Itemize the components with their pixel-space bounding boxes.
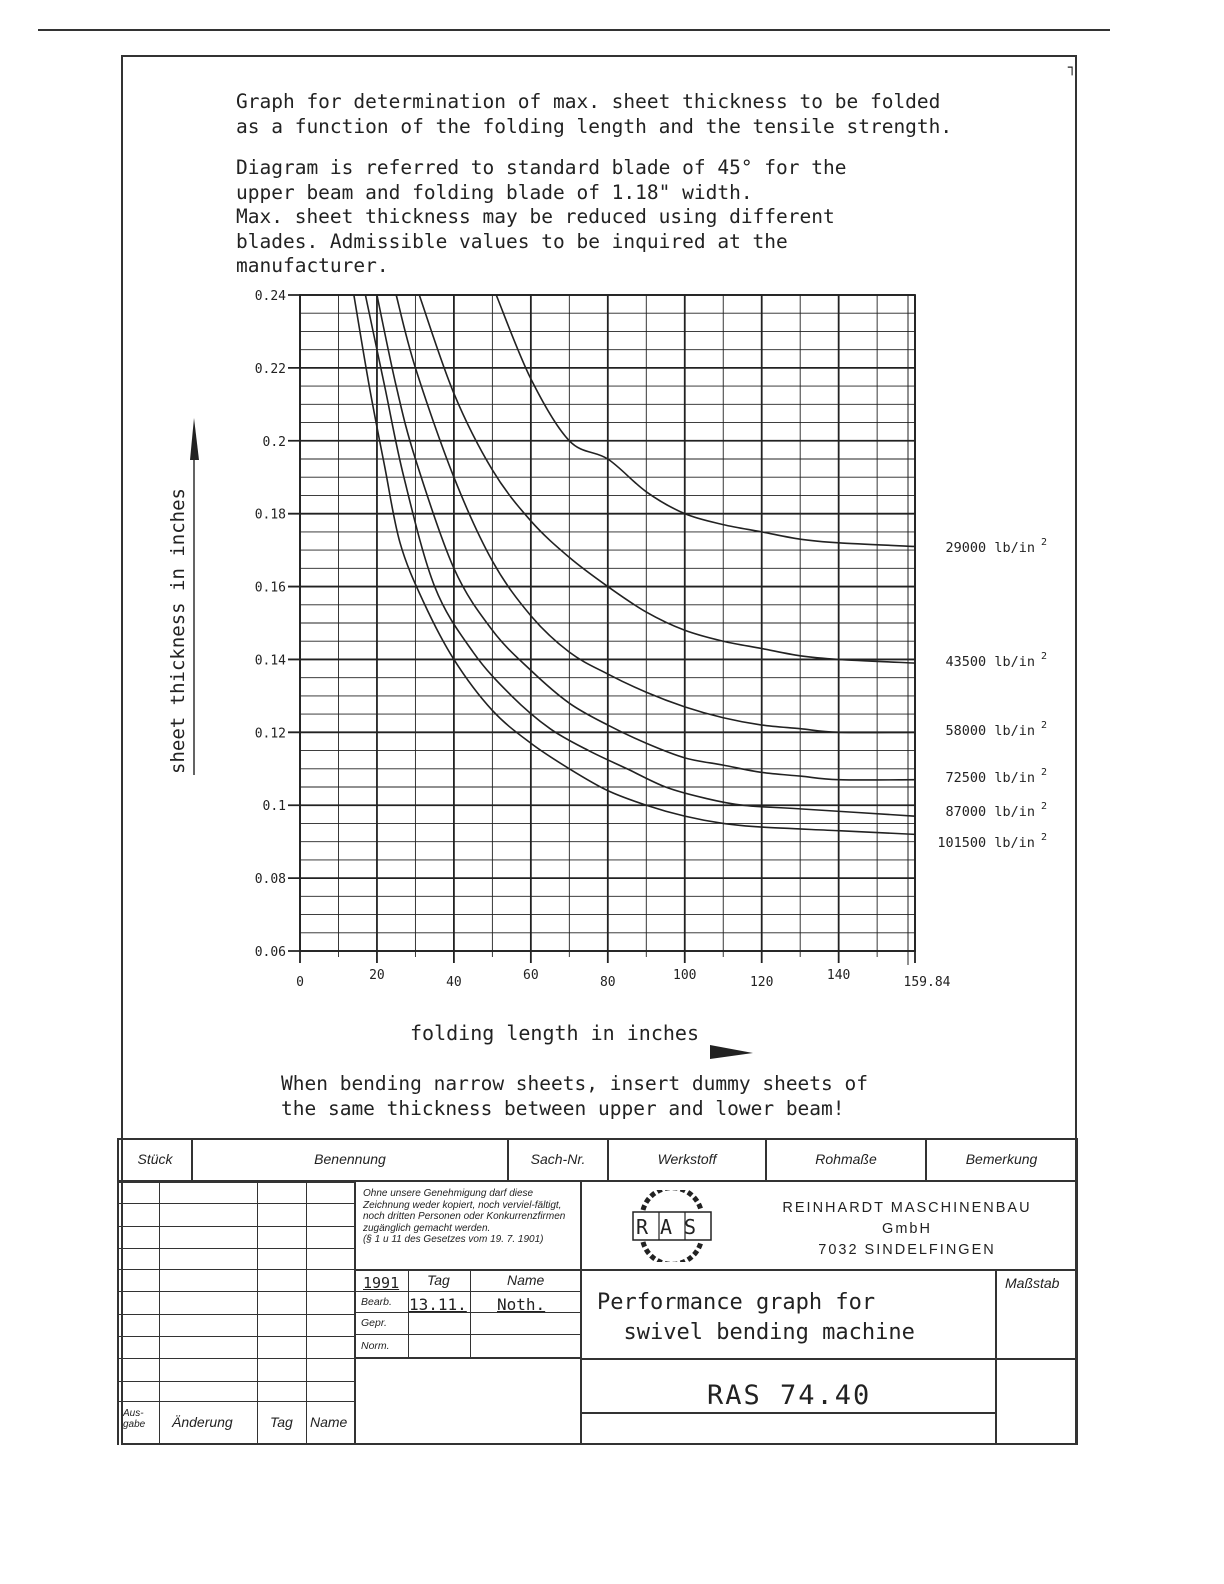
x-axis-arrow-icon bbox=[410, 1039, 760, 1059]
y-tick-label: 0.12 bbox=[254, 726, 286, 742]
intro-heading: Graph for determination of max. sheet thickness to be folded as a function of the folding length and the tensile strength. bbox=[236, 90, 953, 138]
y-tick-label: 0.22 bbox=[254, 361, 286, 377]
x-tick-label: 40 bbox=[446, 975, 462, 990]
company-city: 7032 SINDELFINGEN bbox=[818, 1242, 996, 1258]
bearb-name: Noth. bbox=[497, 1295, 546, 1314]
series-label-0: 29000 lb/in $^2$ bbox=[945, 537, 1047, 556]
y-tick-label: 0.08 bbox=[254, 872, 286, 888]
title-block bbox=[117, 1138, 1078, 1445]
table-rule bbox=[117, 1291, 354, 1292]
row-label-gepr: Gepr. bbox=[361, 1317, 387, 1329]
x-tick-label: 120 bbox=[749, 975, 774, 990]
table-rule bbox=[117, 1226, 354, 1227]
table-rule bbox=[257, 1182, 258, 1445]
header-stueck: Stück bbox=[137, 1151, 173, 1167]
rev-label-aenderung: Änderung bbox=[172, 1414, 233, 1430]
y-axis-arrow-icon bbox=[190, 418, 199, 460]
table-rule bbox=[117, 1358, 354, 1359]
chart-series-labels bbox=[937, 537, 1047, 851]
rev-label-name: Name bbox=[310, 1414, 348, 1430]
x-tick-label: 60 bbox=[523, 968, 539, 983]
x-axis-label: folding length in inches bbox=[410, 1021, 699, 1045]
y-tick-label: 0.18 bbox=[254, 507, 286, 523]
y-tick-label: 0.1 bbox=[262, 799, 286, 815]
table-rule bbox=[159, 1182, 160, 1445]
header-rohmasse: Rohmaße bbox=[815, 1151, 877, 1167]
bearb-date: 13.11. bbox=[409, 1295, 467, 1314]
rev-label-ausgabe: Aus- gabe bbox=[123, 1408, 146, 1430]
chart-series bbox=[354, 295, 915, 834]
table-rule bbox=[117, 1336, 354, 1337]
drawing-title: Performance graph for swivel bending machine bbox=[597, 1290, 915, 1345]
y-tick-label: 0.16 bbox=[254, 580, 286, 596]
header-werkstoff: Werkstoff bbox=[657, 1151, 717, 1167]
performance-chart bbox=[150, 280, 1060, 1000]
x-tick-label: 80 bbox=[599, 975, 616, 990]
y-tick-label: 0.14 bbox=[254, 653, 286, 669]
row-label-norm: Norm. bbox=[361, 1340, 390, 1352]
table-rule bbox=[117, 1381, 354, 1382]
ras-logo-icon bbox=[629, 1190, 715, 1262]
table-rule bbox=[117, 1203, 354, 1204]
y-tick-label: 0.06 bbox=[254, 945, 286, 960]
massstab-label: Maßstab bbox=[1005, 1275, 1060, 1291]
company-block bbox=[737, 1198, 1077, 1261]
page-top-rule bbox=[38, 29, 1110, 31]
series-label-5: 101500 lb/in $^2$ bbox=[937, 832, 1047, 851]
y-axis-label: sheet thickness in inches bbox=[167, 488, 189, 774]
series-line-5 bbox=[354, 295, 915, 834]
rev-label-tag: Tag bbox=[270, 1414, 293, 1430]
x-tick-label: 100 bbox=[673, 968, 697, 983]
series-line-1 bbox=[419, 295, 915, 663]
name-label: Name bbox=[507, 1272, 545, 1288]
company-name: REINHARDT MASCHINENBAU bbox=[782, 1200, 1032, 1216]
bending-note: When bending narrow sheets, insert dummy sheets of the same thickness between upper and lower beam! bbox=[281, 1072, 868, 1120]
series-label-2: 58000 lb/in $^2$ bbox=[945, 720, 1047, 739]
x-axis-label-group bbox=[410, 1021, 699, 1045]
header-bemerkung: Bemerkung bbox=[965, 1151, 1038, 1167]
series-label-4: 87000 lb/in $^2$ bbox=[945, 801, 1047, 820]
copyright-notice: Ohne unsere Genehmigung darf diese Zeichnung weder kopiert, noch verviel-fältigt, noch dritten Personen oder Konkurrenzfirmen zugänglich gemacht werden. (§ 1 u 11 des Gesetzes vom 19. 7. 1901) bbox=[363, 1188, 566, 1245]
corner-mark: ┐ bbox=[1068, 60, 1077, 76]
x-tick-label: 159.84 bbox=[903, 975, 951, 990]
logo-text: RAS bbox=[635, 1215, 709, 1239]
year-value: 1991 bbox=[363, 1274, 400, 1292]
y-tick-label: 0.2 bbox=[262, 434, 286, 450]
series-label-3: 72500 lb/in $^2$ bbox=[945, 767, 1047, 786]
header-sach-nr: Sach-Nr. bbox=[530, 1151, 586, 1167]
table-rule bbox=[117, 1248, 354, 1249]
chart-ticks bbox=[255, 289, 951, 990]
header-benennung: Benennung bbox=[314, 1151, 386, 1167]
y-axis-label-group bbox=[167, 418, 199, 775]
company-form: GmbH bbox=[882, 1221, 932, 1237]
table-rule bbox=[117, 1314, 354, 1315]
chart-grid bbox=[288, 295, 915, 965]
row-label-bearb: Bearb. bbox=[361, 1296, 392, 1308]
tag-label: Tag bbox=[427, 1272, 450, 1288]
y-tick-label: 0.24 bbox=[254, 289, 286, 304]
series-label-1: 43500 lb/in $^2$ bbox=[945, 651, 1047, 670]
table-rule bbox=[117, 1401, 354, 1402]
series-line-0 bbox=[496, 295, 915, 546]
table-rule bbox=[117, 1182, 354, 1183]
table-rule bbox=[117, 1269, 354, 1270]
x-tick-label: 20 bbox=[369, 968, 385, 983]
x-tick-label: 140 bbox=[826, 968, 851, 983]
drawing-number: RAS 74.40 bbox=[707, 1380, 872, 1411]
intro-description: Diagram is referred to standard blade of 45° for the upper beam and folding blade of 1.18" width. Max. sheet thickness may be reduced using different blades. Admissible values to be inquired at the manufacturer. bbox=[236, 156, 847, 277]
x-tick-label: 0 bbox=[296, 975, 304, 990]
table-rule bbox=[306, 1182, 307, 1445]
